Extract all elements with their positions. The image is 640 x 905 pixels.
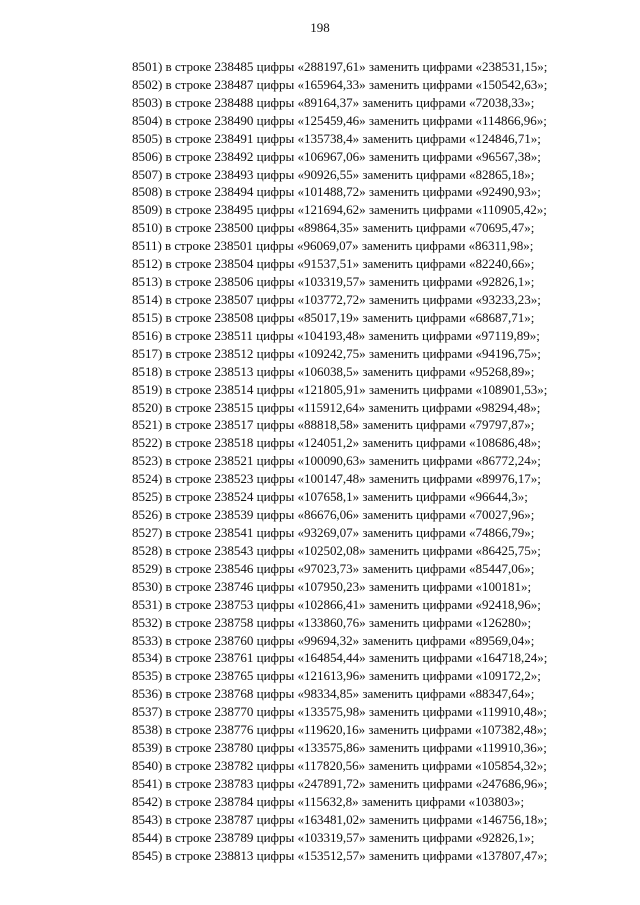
amendment-line: 8535) в строке 238765 цифры «121613,96» заменить цифрами «109172,2»; <box>132 668 541 684</box>
amendment-line: 8537) в строке 238770 цифры «133575,98» заменить цифрами «119910,48»; <box>132 704 547 720</box>
amendment-line: 8531) в строке 238753 цифры «102866,41» заменить цифрами «92418,96»; <box>132 596 541 612</box>
amendment-line: 8523) в строке 238521 цифры «100090,63» заменить цифрами «86772,24»; <box>132 453 541 469</box>
amendment-line: 8505) в строке 238491 цифры «135738,4» заменить цифрами «124846,71»; <box>132 130 541 146</box>
amendment-line: 8538) в строке 238776 цифры «119620,16» заменить цифрами «107382,48»; <box>132 722 547 738</box>
amendment-line: 8509) в строке 238495 цифры «121694,62» заменить цифрами «110905,42»; <box>132 202 547 218</box>
amendment-line: 8508) в строке 238494 цифры «101488,72» заменить цифрами «92490,93»; <box>132 184 541 200</box>
amendment-line: 8532) в строке 238758 цифры «133860,76» заменить цифрами «126280»; <box>132 614 532 630</box>
amendment-line: 8543) в строке 238787 цифры «163481,02» заменить цифрами «146756,18»; <box>132 811 548 827</box>
page-number: 198 <box>310 20 330 35</box>
amendment-line: 8520) в строке 238515 цифры «115912,64» заменить цифрами «98294,48»; <box>132 399 541 415</box>
amendment-line: 8521) в строке 238517 цифры «88818,58» заменить цифрами «79797,87»; <box>132 417 535 433</box>
amendment-line: 8519) в строке 238514 цифры «121805,91» заменить цифрами «108901,53»; <box>132 381 548 397</box>
amendment-line: 8524) в строке 238523 цифры «100147,48» заменить цифрами «89976,17»; <box>132 471 541 487</box>
amendment-line: 8503) в строке 238488 цифры «89164,37» заменить цифрами «72038,33»; <box>132 94 535 110</box>
amendment-list <box>132 58 612 864</box>
amendment-line: 8507) в строке 238493 цифры «90926,55» заменить цифрами «82865,18»; <box>132 166 535 182</box>
amendment-line: 8542) в строке 238784 цифры «115632,8» заменить цифрами «103803»; <box>132 793 525 809</box>
amendment-line: 8545) в строке 238813 цифры «153512,57» заменить цифрами «137807,47»; <box>132 847 548 863</box>
amendment-line: 8502) в строке 238487 цифры «165964,33» заменить цифрами «150542,63»; <box>132 76 548 92</box>
amendment-line: 8515) в строке 238508 цифры «85017,19» заменить цифрами «68687,71»; <box>132 309 535 325</box>
amendment-line: 8501) в строке 238485 цифры «288197,61» заменить цифрами «238531,15»; <box>132 59 548 74</box>
amendment-line: 8526) в строке 238539 цифры «86676,06» заменить цифрами «70027,96»; <box>132 507 535 523</box>
amendment-line: 8525) в строке 238524 цифры «107658,1» заменить цифрами «96644,3»; <box>132 489 528 505</box>
amendment-line: 8530) в строке 238746 цифры «107950,23» заменить цифрами «100181»; <box>132 578 532 594</box>
amendment-line: 8528) в строке 238543 цифры «102502,08» заменить цифрами «86425,75»; <box>132 542 541 558</box>
amendment-line: 8510) в строке 238500 цифры «89864,35» заменить цифрами «70695,47»; <box>132 220 535 236</box>
amendment-line: 8506) в строке 238492 цифры «106967,06» заменить цифрами «96567,38»; <box>132 148 541 164</box>
amendment-line: 8534) в строке 238761 цифры «164854,44» заменить цифрами «164718,24»; <box>132 650 548 666</box>
amendment-line: 8517) в строке 238512 цифры «109242,75» заменить цифрами «94196,75»; <box>132 345 541 361</box>
amendment-line: 8527) в строке 238541 цифры «93269,07» заменить цифрами «74866,79»; <box>132 524 535 540</box>
amendment-line: 8533) в строке 238760 цифры «99694,32» заменить цифрами «89569,04»; <box>132 632 535 648</box>
amendment-line: 8513) в строке 238506 цифры «103319,57» заменить цифрами «92826,1»; <box>132 274 535 290</box>
amendment-line: 8544) в строке 238789 цифры «103319,57» заменить цифрами «92826,1»; <box>132 829 535 845</box>
amendment-line: 8504) в строке 238490 цифры «125459,46» заменить цифрами «114866,96»; <box>132 112 547 128</box>
amendment-line: 8518) в строке 238513 цифры «106038,5» заменить цифрами «95268,89»; <box>132 363 535 379</box>
amendment-line: 8529) в строке 238546 цифры «97023,73» заменить цифрами «85447,06»; <box>132 560 535 576</box>
amendment-line: 8516) в строке 238511 цифры «104193,48» заменить цифрами «97119,89»; <box>132 327 540 343</box>
amendment-line: 8536) в строке 238768 цифры «98334,85» заменить цифрами «88347,64»; <box>132 686 535 702</box>
amendment-line: 8522) в строке 238518 цифры «124051,2» заменить цифрами «108686,48»; <box>132 435 541 451</box>
amendment-line: 8512) в строке 238504 цифры «91537,51» заменить цифрами «82240,66»; <box>132 256 535 272</box>
amendment-line: 8540) в строке 238782 цифры «117820,56» заменить цифрами «105854,32»; <box>132 757 547 773</box>
amendment-line: 8541) в строке 238783 цифры «247891,72» заменить цифрами «247686,96»; <box>132 775 548 791</box>
amendment-line: 8514) в строке 238507 цифры «103772,72» заменить цифрами «93233,23»; <box>132 291 541 307</box>
amendment-line: 8539) в строке 238780 цифры «133575,86» заменить цифрами «119910,36»; <box>132 740 547 756</box>
amendment-line: 8511) в строке 238501 цифры «96069,07» заменить цифрами «86311,98»; <box>132 238 534 254</box>
